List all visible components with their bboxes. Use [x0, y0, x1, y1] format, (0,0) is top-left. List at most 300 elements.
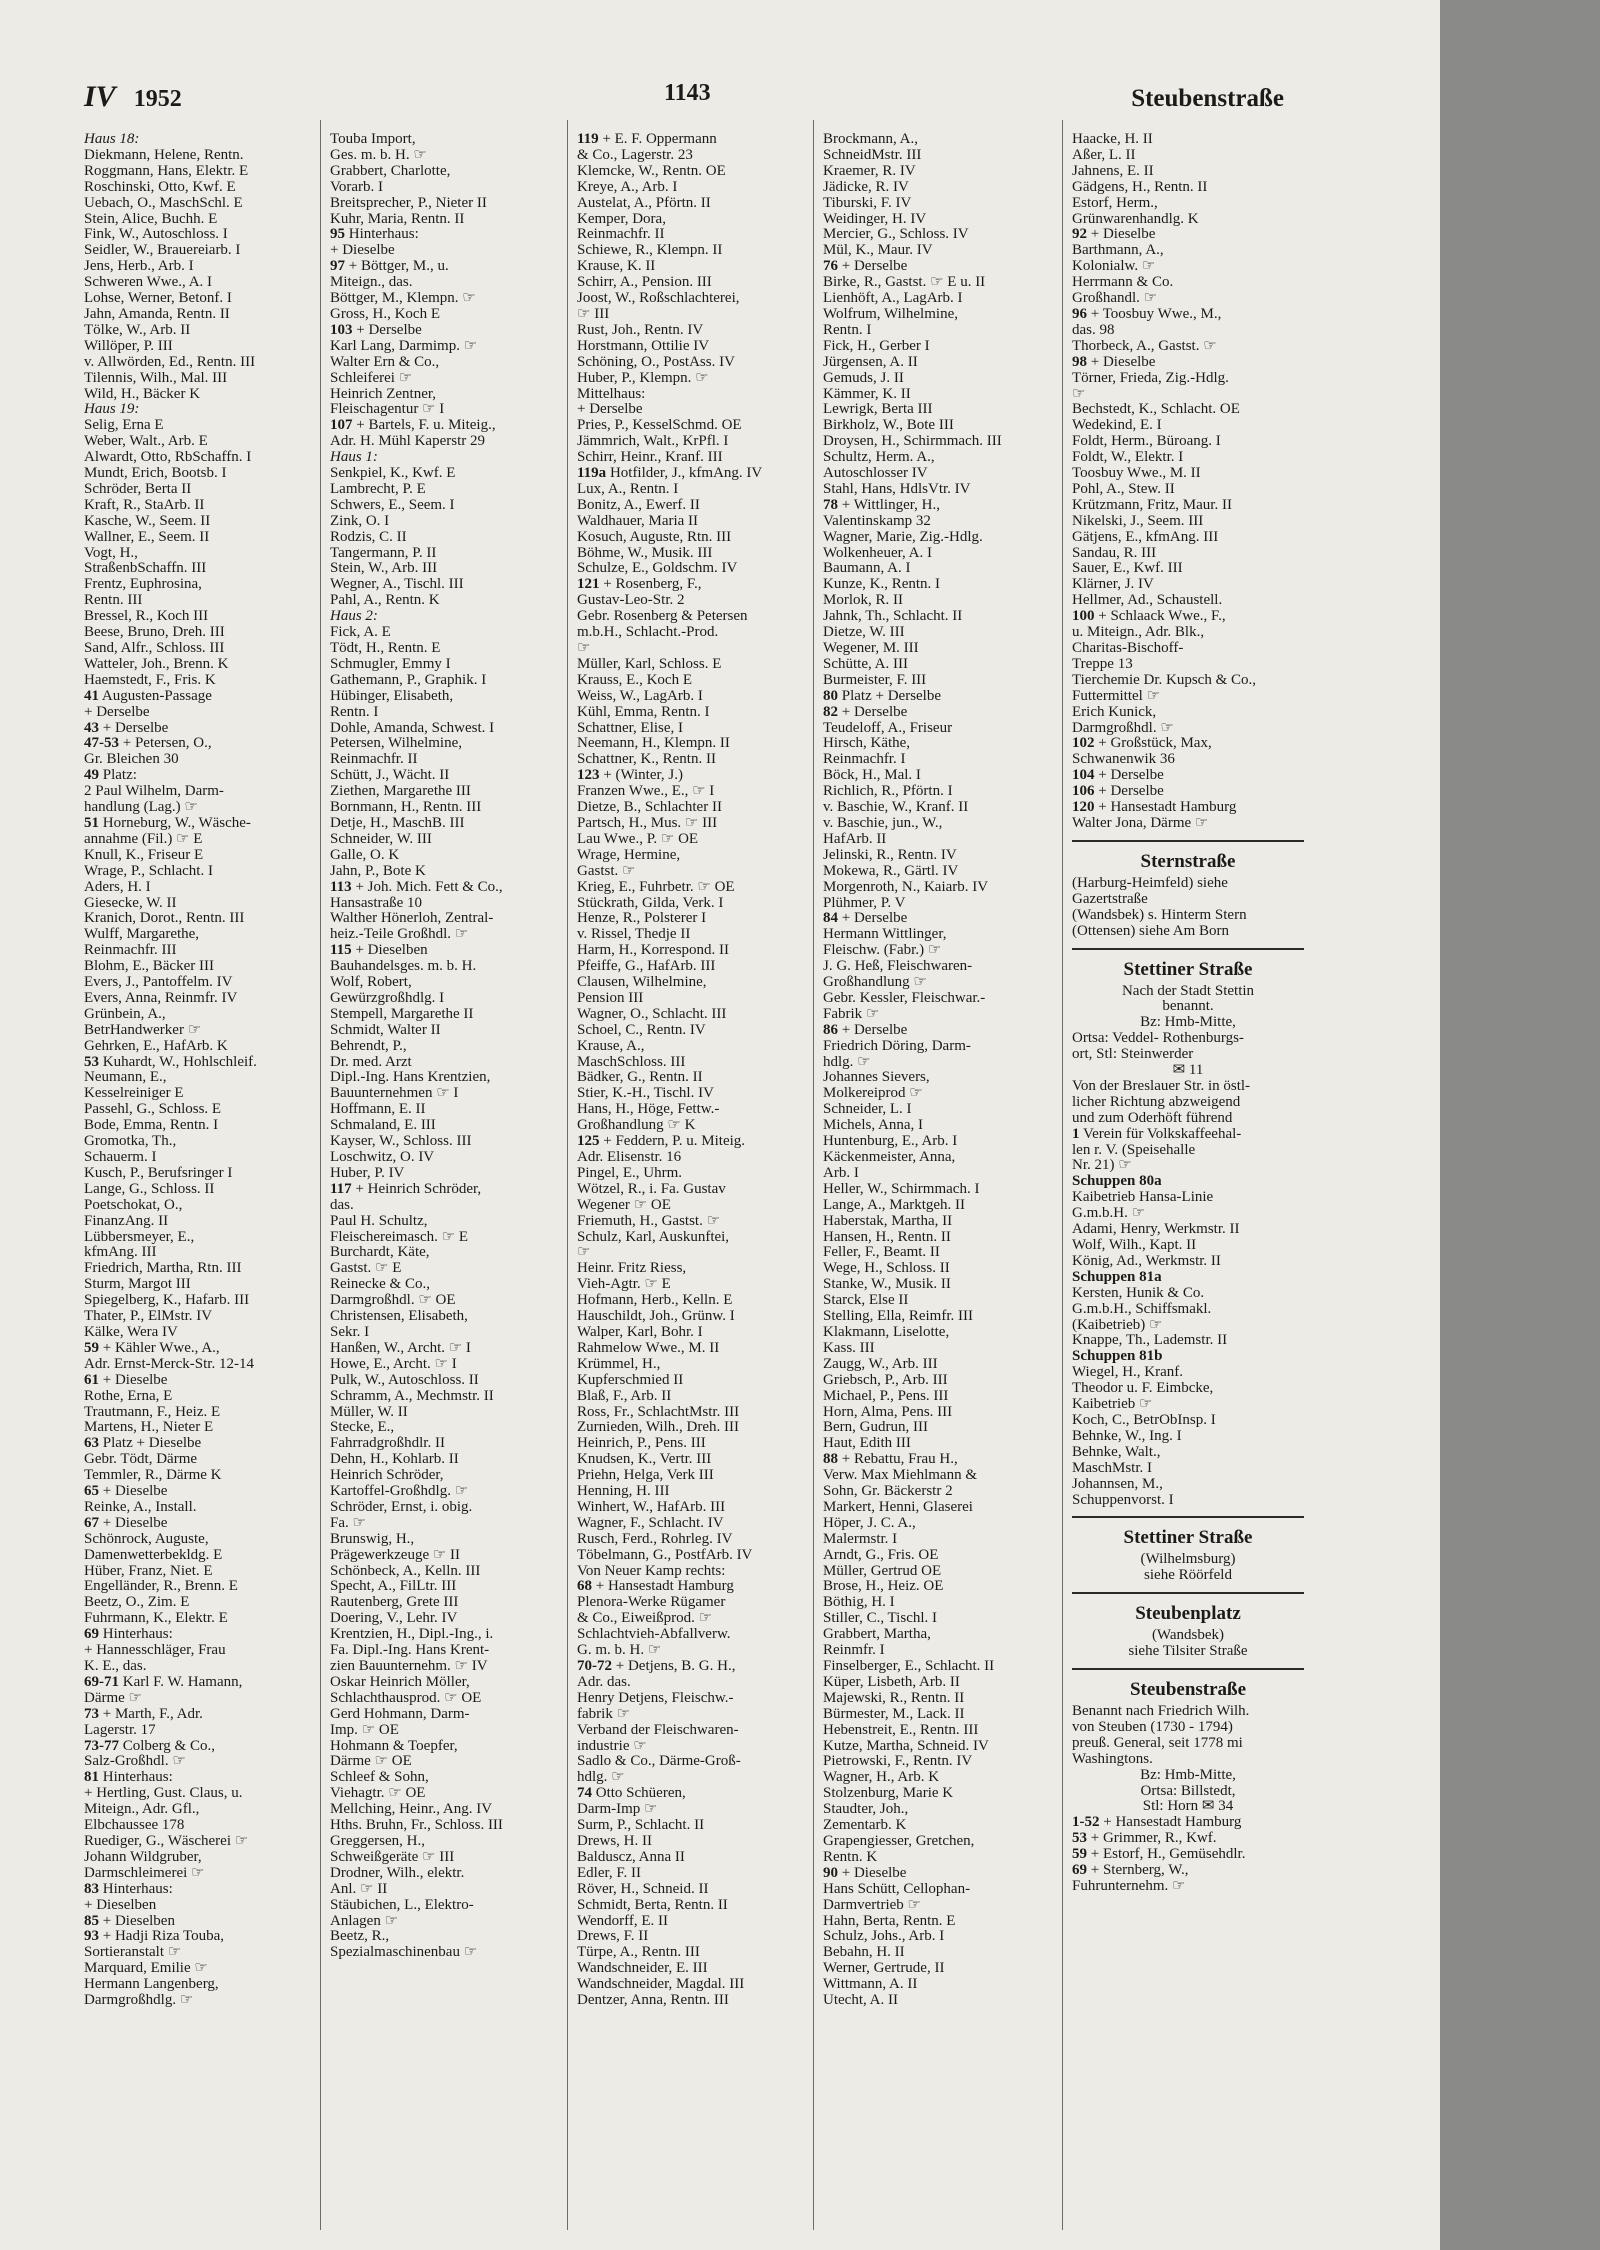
directory-line: Joost, W., Roßschlachterei, [577, 291, 740, 307]
directory-line: Küper, Lisbeth, Arb. II [823, 1674, 960, 1690]
directory-line: Grünbein, A., [84, 1006, 166, 1022]
directory-line: Hüber, Franz, Niet. E [84, 1563, 213, 1579]
directory-line: Verw. Max Miehlmann & [823, 1468, 977, 1484]
directory-line: Jahnk, Th., Schlacht. II [823, 609, 963, 625]
directory-line: Stückrath, Gilda, Verk. I [577, 895, 724, 911]
directory-line: 1 Verein für Volkskaffeehal- [1072, 1126, 1242, 1142]
directory-line: Birkholz, W., Bote III [823, 418, 954, 434]
directory-line: G.m.b.H., Schiffsmakl. [1072, 1301, 1212, 1317]
directory-line: Böhme, W., Musik. III [577, 545, 713, 561]
directory-line: Droysen, H., Schirmmach. III [823, 434, 1002, 450]
directory-line: licher Richtung abzweigend [1072, 1094, 1241, 1110]
directory-line: (Harburg-Heimfeld) siehe [1072, 875, 1228, 891]
directory-line: Schiewe, R., Klempn. II [577, 243, 723, 259]
directory-line: Darmvertrieb ☞ [823, 1897, 921, 1913]
directory-line: Nr. 21) ☞ [1072, 1158, 1132, 1174]
directory-line: HafArb. II [823, 831, 887, 847]
directory-line: Jürgensen, A. II [823, 354, 918, 370]
directory-line: + Derselbe [84, 704, 150, 720]
street-heading: Stettiner Straße [1123, 958, 1253, 980]
directory-line: Rentn. III [84, 593, 143, 609]
directory-line: Pohl, A., Stew. II [1072, 481, 1175, 497]
directory-line: Schleef & Sohn, [330, 1770, 429, 1786]
directory-line: hdlg. ☞ [823, 1054, 871, 1070]
directory-line: Gathemann, P., Graphik. I [330, 672, 487, 688]
directory-line: 43 + Derselbe [84, 720, 169, 736]
directory-line: Horstmann, Ottilie IV [577, 338, 710, 354]
directory-line: Surm, P., Schlacht. II [577, 1818, 705, 1834]
directory-line: Kutze, Martha, Schneid. IV [823, 1738, 989, 1754]
directory-line: 67 + Dieselbe [84, 1515, 168, 1531]
directory-line: Weber, Walt., Arb. E [84, 434, 208, 450]
directory-line: von Steuben (1730 - 1794) [1072, 1719, 1233, 1735]
directory-line: + Dieselben [84, 1897, 157, 1913]
directory-line: Adr. das. [577, 1674, 631, 1690]
directory-line: 83 Hinterhaus: [84, 1881, 173, 1897]
directory-line: Jahn, P., Bote K [330, 863, 426, 879]
volume-number: IV [84, 80, 116, 113]
directory-line: Martens, H., Nieter E [84, 1420, 214, 1436]
directory-line: G.m.b.H. ☞ [1072, 1206, 1146, 1222]
directory-line: Pfeiffe, G., HafArb. III [577, 959, 716, 975]
directory-line: Morgenroth, N., Kaiarb. IV [823, 879, 989, 895]
directory-line: Winhert, W., HafArb. III [577, 1499, 726, 1515]
directory-line: Stiller, C., Tischl. I [823, 1611, 938, 1627]
directory-line: Schwanenwik 36 [1072, 752, 1175, 768]
directory-line: 96 + Toosbuy Wwe., M., [1072, 306, 1222, 322]
directory-line: Wandschneider, Magdal. III [577, 1977, 745, 1993]
directory-line: Greggersen, H., [330, 1833, 425, 1849]
directory-line: Paul H. Schultz, [330, 1213, 428, 1229]
directory-line: das. 98 [1072, 322, 1115, 338]
directory-line: Zaugg, W., Arb. III [823, 1356, 938, 1372]
directory-line: Darmgroßhdl. ☞ [1072, 720, 1174, 736]
directory-line: Schweißgeräte ☞ III [330, 1849, 455, 1865]
directory-line: Washingtons. [1072, 1751, 1153, 1767]
directory-line: Wegener ☞ OE [577, 1197, 671, 1213]
directory-line: Elbchaussee 178 [84, 1818, 185, 1834]
directory-line: Doering, V., Lehr. IV [330, 1611, 458, 1627]
directory-line: Dietze, B., Schlachter II [577, 800, 722, 816]
directory-line: 73-77 Colberg & Co., [84, 1738, 215, 1754]
directory-line: MaschSchloss. III [577, 1054, 686, 1070]
header-edition [84, 80, 182, 114]
directory-line: Sauer, E., Kwf. III [1072, 561, 1183, 577]
directory-line: ☞ III [577, 306, 610, 322]
directory-line: Schmidt, Walter II [330, 1022, 441, 1038]
street-heading: Steubenplatz [1135, 1603, 1241, 1625]
directory-line: Mundt, Erich, Bootsb. I [84, 466, 227, 482]
directory-line: Bressel, R., Koch III [84, 609, 209, 625]
directory-line: Autoschlosser IV [823, 466, 928, 482]
directory-line: Schramm, A., Mechmstr. II [330, 1388, 494, 1404]
directory-line: Blohm, E., Bäcker III [84, 959, 214, 975]
directory-line: Foldt, W., Elektr. I [1072, 450, 1184, 466]
directory-line: Bz: Hmb-Mitte, [1140, 1767, 1236, 1783]
directory-line: Schirr, A., Pension. III [577, 275, 712, 291]
directory-line: Gebr. Tödt, Därme [84, 1452, 198, 1468]
directory-line: Bürmester, M., Lack. II [823, 1706, 965, 1722]
directory-line: Kolonialw. ☞ [1072, 259, 1156, 275]
directory-line: Schleiferei ☞ [330, 370, 413, 386]
directory-line: Töbelmann, G., PostfArb. IV [577, 1547, 753, 1563]
page-header [84, 80, 1284, 114]
directory-line: Großhandlung ☞ K [577, 1118, 696, 1134]
directory-line: Kupferschmied II [577, 1372, 684, 1388]
directory-line: Wolf, Robert, [330, 975, 412, 991]
directory-line: (Kaibetrieb) ☞ [1072, 1317, 1163, 1333]
directory-line: Lewrigk, Berta III [823, 402, 933, 418]
directory-line: Feller, F., Beamt. II [823, 1245, 940, 1261]
directory-line: 82 + Derselbe [823, 704, 908, 720]
directory-line: Gerd Hohmann, Darm- [330, 1706, 470, 1722]
directory-line: SchneidMstr. III [823, 147, 922, 163]
directory-line: Benannt nach Friedrich Wilh. [1072, 1704, 1250, 1720]
directory-line: Stier, K.-H., Tischl. IV [577, 1086, 714, 1102]
directory-line: Galle, O. K [330, 847, 400, 863]
column-4 [823, 132, 1055, 2232]
directory-line: Reinmfr. I [823, 1643, 885, 1659]
directory-line: Bädker, G., Rentn. II [577, 1070, 703, 1086]
directory-line: Huber, P., Klempn. ☞ [577, 370, 709, 386]
directory-line: Blaß, F., Arb. II [577, 1388, 672, 1404]
directory-line: Klakmann, Liselotte, [823, 1324, 950, 1340]
directory-line: Weiss, W., LagArb. I [577, 688, 703, 704]
directory-line: Jens, Herb., Arb. I [84, 259, 194, 275]
directory-line: 59 + Estorf, H., Gemüsehdlr. [1072, 1847, 1246, 1863]
directory-line: Hellmer, Ad., Schaustell. [1072, 593, 1223, 609]
directory-line: 70-72 + Detjens, B. G. H., [577, 1659, 736, 1674]
directory-line: 69-71 Karl F. W. Hamann, [84, 1674, 243, 1690]
directory-line: Heinrich Zentner, [330, 386, 437, 402]
directory-line: u. Miteign., Adr. Blk., [1072, 625, 1205, 641]
directory-line: 65 + Dieselbe [84, 1484, 168, 1500]
directory-line: Tödt, H., Rentn. E [330, 641, 441, 656]
directory-line: Weidinger, H. IV [823, 211, 927, 227]
directory-line: Ruediger, G., Wäscherei ☞ [84, 1833, 249, 1849]
directory-line: Hohmann & Toepfer, [330, 1738, 458, 1754]
directory-line: Hermann Langenberg, [84, 1977, 219, 1993]
directory-line: Wendorff, E. II [577, 1913, 668, 1929]
directory-line: Heinrich, P., Pens. III [577, 1436, 706, 1452]
directory-line: Karl Lang, Darmimp. ☞ [330, 338, 478, 354]
directory-line: Reinmachfr. II [577, 227, 665, 243]
directory-line: Morlok, R. II [823, 593, 903, 609]
directory-line: Lübbersmeyer, E., [84, 1229, 195, 1245]
directory-line: Hebenstreit, E., Rentn. III [823, 1722, 979, 1738]
directory-line: 119a Hotfilder, J., kfmAng. IV [577, 466, 763, 482]
directory-line: m.b.H., Schlacht.-Prod. [577, 625, 719, 641]
directory-line: Stelling, Ella, Reimfr. III [823, 1309, 973, 1325]
directory-line: Sohn, Gr. Bäckerstr 2 [823, 1484, 953, 1500]
directory-line: Bode, Emma, Rentn. I [84, 1118, 219, 1134]
directory-line: Stanke, W., Musik. II [823, 1277, 951, 1293]
directory-line: Erich Kunick, [1072, 704, 1157, 720]
directory-line: Starck, Else II [823, 1293, 909, 1309]
directory-line: v. Allwörden, Ed., Rentn. III [84, 354, 256, 370]
directory-line: Thater, P., ElMstr. IV [84, 1309, 213, 1325]
directory-line: 103 + Derselbe [330, 322, 422, 338]
directory-line: Böthig, H. I [823, 1595, 895, 1611]
directory-line: Staudter, Joh., [823, 1802, 909, 1818]
directory-line: Gazertstraße [1072, 891, 1148, 907]
directory-line: Mercier, G., Schloss. IV [823, 227, 969, 243]
directory-line: Kersten, Hunik & Co. [1072, 1285, 1205, 1301]
directory-line: Pulk, W., Autoschloss. II [330, 1372, 479, 1388]
directory-line: Kaibetrieb ☞ [1072, 1397, 1153, 1413]
directory-line: Wegner, A., Tischl. III [330, 577, 464, 593]
directory-line: Fahrradgroßhdlr. II [330, 1436, 445, 1452]
directory-line: Miteign., das. [330, 275, 413, 291]
directory-line: Fuhrunternehm. ☞ [1072, 1879, 1186, 1894]
directory-line: (Ottensen) siehe Am Born [1072, 923, 1230, 939]
directory-line: Wandschneider, E. III [577, 1961, 708, 1977]
directory-line: Herrmann & Co. [1072, 275, 1174, 291]
directory-line: Jahn, Amanda, Rentn. II [84, 306, 230, 322]
directory-line: Böttger, M., Klempn. ☞ [330, 291, 476, 307]
directory-line: Viehagtr. ☞ OE [330, 1786, 426, 1802]
directory-line: Adami, Henry, Werkmstr. II [1072, 1222, 1240, 1238]
directory-line: Burmeister, F. III [823, 672, 927, 688]
directory-line: Wolfrum, Wilhelmine, [823, 306, 958, 322]
directory-line: Höper, J. C. A., [823, 1515, 916, 1531]
directory-line: Dohle, Amanda, Schwest. I [330, 720, 495, 736]
directory-line: Friemuth, H., Gastst. ☞ [577, 1213, 721, 1229]
directory-line: Schönrock, Auguste, [84, 1531, 209, 1547]
directory-line: Kranich, Dorot., Rentn. III [84, 911, 245, 927]
directory-line: Krentzien, H., Dipl.-Ing., i. [330, 1627, 494, 1643]
street-heading: Steubenstraße [1129, 1679, 1247, 1701]
directory-line: Zink, O. I [330, 513, 390, 529]
directory-line: Alwardt, Otto, RbSchaffn. I [84, 450, 252, 466]
directory-line: ☞ [577, 641, 591, 656]
directory-line: Bonitz, A., Ewerf. II [577, 497, 700, 513]
directory-line: Därme ☞ [84, 1690, 143, 1706]
directory-line: Gastst. ☞ E [330, 1261, 402, 1277]
directory-line: Malermstr. I [823, 1531, 898, 1547]
directory-line: Foldt, Herm., Büroang. I [1072, 434, 1221, 450]
column-divider [320, 120, 321, 2230]
directory-line: Ortsa: Veddel- Rothenburgs- [1072, 1031, 1244, 1047]
directory-line: Pension III [577, 990, 644, 1006]
house-heading: Haus 19: [84, 402, 140, 418]
directory-line: Valentinskamp 32 [823, 513, 931, 529]
directory-line: Röver, H., Schneid. II [577, 1881, 709, 1897]
directory-line: Törner, Frieda, Zig.-Hdlg. [1072, 370, 1229, 386]
directory-line: Reinmachfr. I [823, 752, 906, 768]
directory-line: 85 + Dieselben [84, 1913, 175, 1929]
directory-line: + Dieselbe [330, 243, 395, 259]
directory-line: Schuppen 80a [1072, 1174, 1162, 1190]
directory-line: Balduscz, Anna II [577, 1849, 685, 1865]
directory-line: Gastst. ☞ [577, 863, 636, 879]
directory-line: 86 + Derselbe [823, 1022, 908, 1038]
directory-line: Stecke, E., [330, 1420, 395, 1436]
directory-line: Stempell, Margarethe II [330, 1006, 474, 1022]
directory-line: 125 + Feddern, P. u. Miteig. [577, 1134, 746, 1150]
directory-line: Edler, F. II [577, 1865, 642, 1881]
directory-line: 76 + Derselbe [823, 259, 908, 275]
directory-line: Rentn. K [823, 1849, 878, 1865]
directory-line: Kraemer, R. IV [823, 163, 916, 179]
directory-line: Behnke, Walt., [1072, 1444, 1161, 1460]
directory-line: Sortieranstalt ☞ [84, 1945, 182, 1961]
directory-line: Michael, P., Pens. III [823, 1388, 949, 1404]
directory-line: Rentn. I [823, 322, 872, 338]
directory-line: Brunswig, H., [330, 1531, 415, 1547]
directory-line: Böck, H., Mal. I [823, 768, 921, 784]
directory-line: Wedekind, E. I [1072, 418, 1162, 434]
directory-line: 47-53 + Petersen, O., [84, 736, 212, 752]
directory-line: Gebr. Kessler, Fleischwar.- [823, 990, 986, 1006]
directory-line: Willöper, P. III [84, 338, 173, 354]
directory-line: Krauss, E., Koch E [577, 672, 692, 688]
directory-line: Passehl, G., Schloss. E [84, 1102, 222, 1118]
directory-line: Schöning, O., PostAss. IV [577, 354, 735, 370]
directory-line: Haberstak, Martha, II [823, 1213, 953, 1229]
directory-line: Ges. m. b. H. ☞ [330, 147, 427, 163]
directory-line: Engelländer, R., Brenn. E [84, 1579, 238, 1595]
directory-line: Rothe, Erna, E [84, 1388, 173, 1404]
directory-line: 69 + Sternberg, W., [1072, 1863, 1189, 1879]
directory-line: Neumann, E., [84, 1070, 167, 1086]
directory-line: 78 + Wittlinger, H., [823, 497, 940, 513]
directory-line: Därme ☞ OE [330, 1754, 412, 1770]
directory-line: Fuhrmann, K., Elektr. E [84, 1611, 228, 1627]
directory-line: Wötzel, R., i. Fa. Gustav [577, 1181, 726, 1197]
directory-line: Krause, K. II [577, 259, 656, 275]
directory-line: Frentz, Euphrosina, [84, 577, 202, 593]
directory-line: Johannsen, M., [1072, 1476, 1163, 1492]
directory-line: Heinr. Fritz Riess, [577, 1261, 687, 1277]
directory-line: Sand, Alfr., Schloss. III [84, 641, 225, 656]
directory-line: Walther Hönerloh, Zentral- [330, 911, 494, 927]
directory-line: Bebahn, H. II [823, 1945, 905, 1961]
directory-line: Wagner, O., Schlacht. III [577, 1006, 727, 1022]
directory-line: siehe Röörfeld [1144, 1568, 1232, 1584]
directory-line: Gromotka, Th., [84, 1134, 177, 1150]
directory-line: Griebsch, P., Arb. III [823, 1372, 948, 1388]
directory-line: Walter Ern & Co., [330, 354, 440, 370]
directory-line: Gätjens, E., kfmAng. III [1072, 529, 1219, 545]
directory-line: Poetschokat, O., [84, 1197, 183, 1213]
directory-line: Knull, K., Friseur E [84, 847, 204, 863]
directory-line: Wagner, H., Arb. K [823, 1770, 940, 1786]
directory-line: 106 + Derselbe [1072, 784, 1164, 800]
directory-line: Stolzenburg, Marie K [823, 1786, 954, 1802]
directory-line: Schuppenvorst. I [1072, 1492, 1174, 1508]
directory-line: Knappe, Th., Lademstr. II [1072, 1333, 1228, 1349]
directory-line: Rodzis, C. II [330, 529, 407, 545]
directory-line: Von der Breslauer Str. in östl- [1072, 1078, 1251, 1094]
directory-line: Kusch, P., Berufsringer I [84, 1165, 233, 1181]
directory-line: 2 Paul Wilhelm, Darm- [84, 784, 224, 800]
directory-line: 53 + Grimmer, R., Kwf. [1072, 1831, 1217, 1847]
directory-line: Werner, Gertrude, II [823, 1961, 945, 1977]
directory-line: 97 + Böttger, M., u. [330, 259, 449, 275]
directory-line: (Wandsbek) s. Hinterm Stern [1072, 907, 1247, 923]
directory-line: Schattner, Elise, I [577, 720, 684, 736]
directory-line: Schultz, Herm. A., [823, 450, 935, 466]
directory-line: Von Neuer Kamp rechts: [577, 1563, 726, 1579]
directory-line: Anlagen ☞ [330, 1913, 399, 1929]
directory-line: 104 + Derselbe [1072, 768, 1164, 784]
street-heading: Sternstraße [1140, 850, 1236, 872]
directory-line: zien Bauunternehm. ☞ IV [330, 1659, 488, 1674]
directory-line: Behrendt, P., [330, 1038, 407, 1054]
directory-line: Wrage, Hermine, [577, 847, 681, 863]
directory-line: König, Ad., Werkmstr. II [1072, 1253, 1221, 1269]
directory-line: Mittelhaus: [577, 386, 646, 402]
directory-line: Dr. med. Arzt [330, 1054, 412, 1070]
directory-line: Gustav-Leo-Str. 2 [577, 593, 685, 609]
column-divider [1062, 120, 1063, 2230]
directory-line: 59 + Kähler Wwe., A., [84, 1340, 220, 1356]
year: 1952 [133, 86, 182, 112]
directory-line: 53 Kuhardt, W., Hohlschleif. [84, 1054, 257, 1070]
directory-line: Heinrich Schröder, [330, 1468, 444, 1484]
directory-line: 49 Platz: [84, 768, 137, 784]
directory-line: + Hannesschläger, Frau [84, 1643, 226, 1659]
directory-line: Henry Detjens, Fleischw.- [577, 1690, 734, 1706]
directory-line: Drodner, Wilh., elektr. [330, 1865, 465, 1881]
directory-line: Neemann, H., Klempn. II [577, 736, 730, 752]
directory-line: Evers, J., Pantoffelm. IV [84, 975, 233, 991]
directory-line: Kälke, Wera IV [84, 1324, 178, 1340]
page-number: 1143 [664, 80, 711, 106]
directory-line: 107 + Bartels, F. u. Miteig., [330, 418, 496, 434]
directory-line: Evers, Anna, Reinmfr. IV [84, 990, 238, 1006]
directory-line: 120 + Hansestadt Hamburg [1072, 800, 1237, 816]
directory-line: Müller, Karl, Schloss. E [577, 656, 722, 672]
directory-line: Gemuds, J. II [823, 370, 904, 386]
directory-line: Beese, Bruno, Dreh. III [84, 625, 225, 641]
directory-line: Grabbert, Charlotte, [330, 163, 451, 179]
directory-line: Wolkenheuer, A. I [823, 545, 932, 561]
directory-line: Müller, Gertrud OE [823, 1563, 942, 1579]
directory-line: Krützmann, Fritz, Maur. II [1072, 497, 1232, 513]
directory-line: Schröder, Berta II [84, 481, 192, 497]
directory-line: Uebach, O., MaschSchl. E [84, 195, 243, 211]
directory-line: Arndt, G., Fris. OE [823, 1547, 939, 1563]
directory-line: Marquard, Emilie ☞ [84, 1961, 208, 1977]
directory-line: Kesselreiniger E [84, 1086, 184, 1102]
column-2 [330, 132, 562, 2232]
directory-line: Sandau, R. III [1072, 545, 1157, 561]
directory-line: Kayser, W., Schloss. III [330, 1134, 472, 1150]
directory-line: 100 + Schlaack Wwe., F., [1072, 609, 1226, 625]
directory-line: Tölke, W., Arb. II [84, 322, 191, 338]
directory-line: Clausen, Wilhelmine, [577, 975, 707, 991]
directory-line: Touba Import, [330, 132, 416, 147]
directory-line: Giesecke, W. II [84, 895, 177, 911]
directory-line: Wallner, E., Seem. II [84, 529, 210, 545]
directory-line: 73 + Marth, F., Adr. [84, 1706, 203, 1722]
directory-line: Wagner, Marie, Zig.-Hdlg. [823, 529, 983, 545]
directory-line: 63 Platz + Dieselbe [84, 1436, 202, 1452]
directory-line: Barthmann, A., [1072, 243, 1164, 259]
directory-line: Petersen, Wilhelmine, [330, 736, 463, 752]
directory-line: Stein, Alice, Buchh. E [84, 211, 218, 227]
directory-line: Lux, A., Rentn. I [577, 481, 679, 497]
directory-line: Haemstedt, F., Fris. K [84, 672, 216, 688]
directory-line: Darmschleimerei ☞ [84, 1865, 205, 1881]
directory-line: Vorarb. I [330, 179, 384, 195]
directory-line: Kraft, R., StaArb. II [84, 497, 205, 513]
directory-line: Schauerm. I [84, 1150, 157, 1165]
directory-line: Miteign., Adr. Gfl., [84, 1802, 200, 1818]
directory-line: 119 + E. F. Oppermann [577, 132, 717, 147]
